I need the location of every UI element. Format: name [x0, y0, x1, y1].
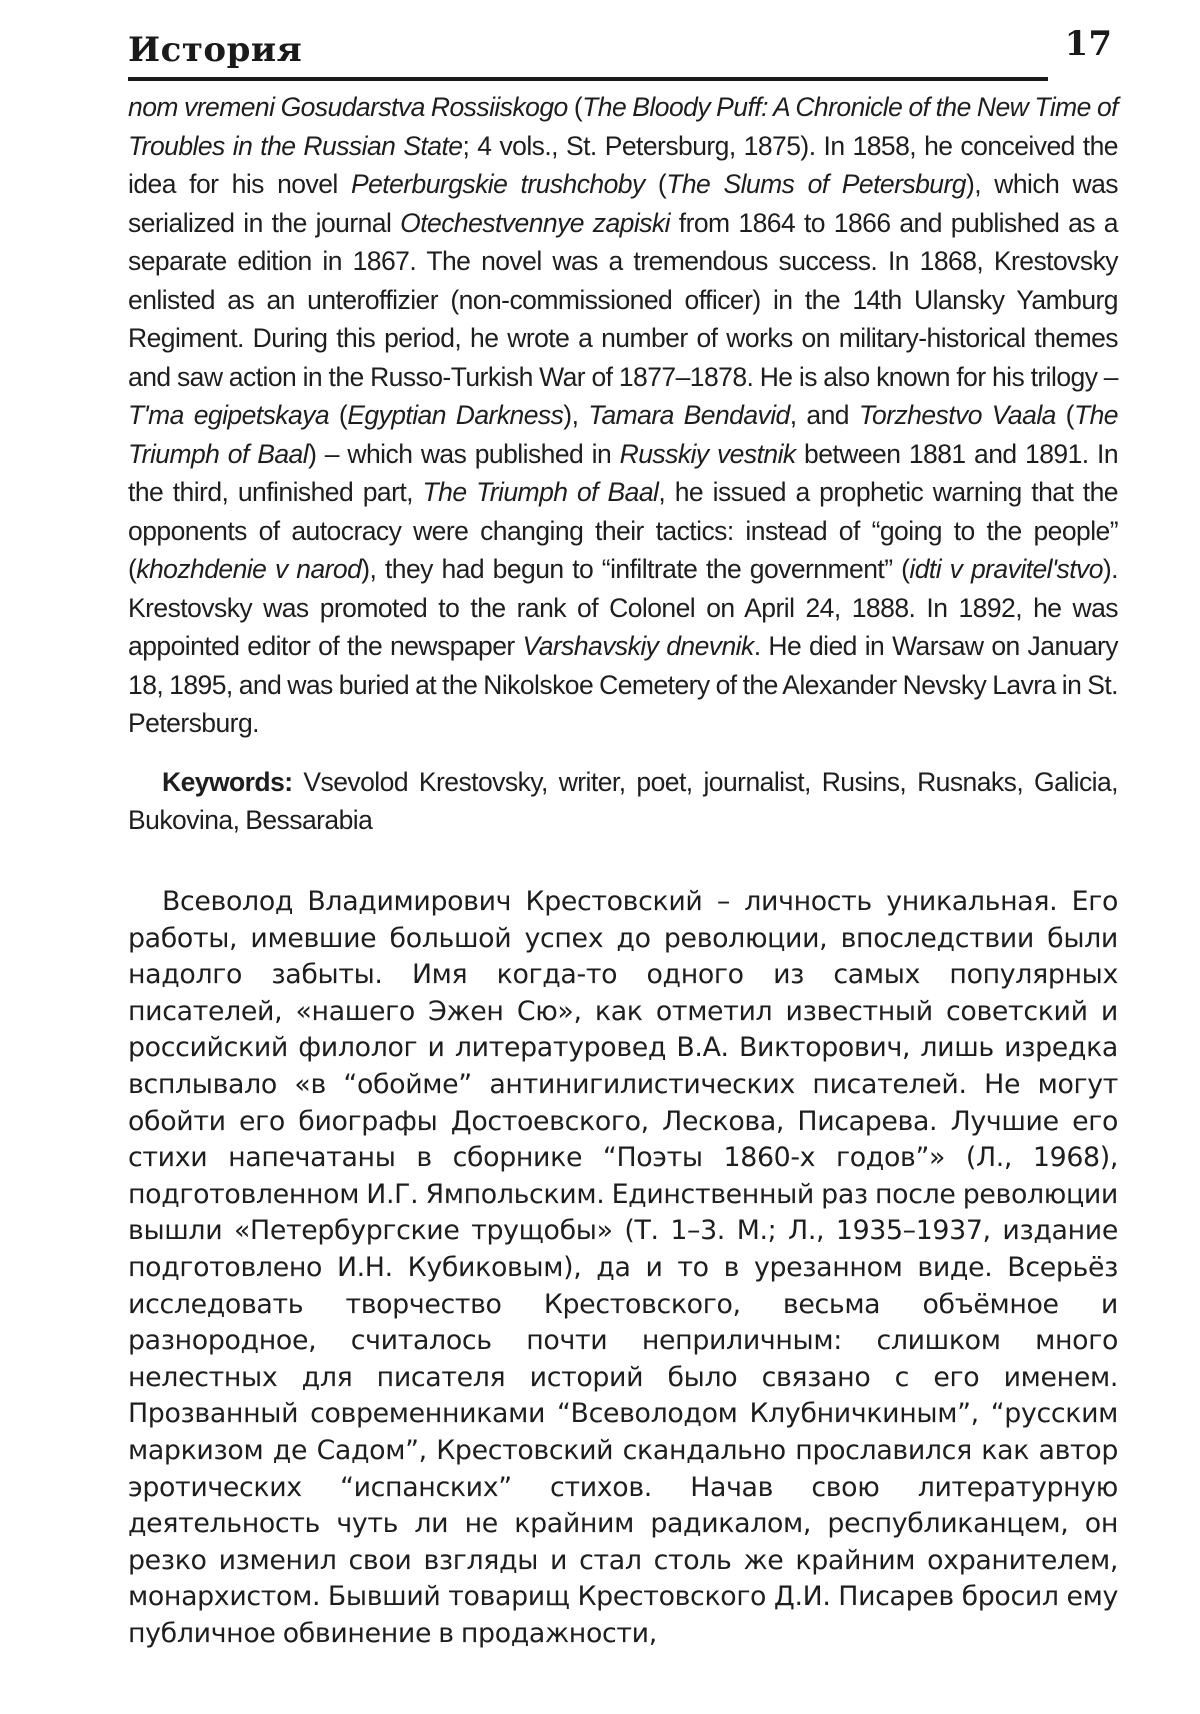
abstract-text-run: from 1864 to 1866 and published as a separate edition in 1867. The novel was a tremendous success. In 1868, Krestovsky enlisted as an unteroffizier (non-commissioned officer) in the 14th Ulansky Yamburg Regiment. During this period, he wrote a number of works on military-historical themes and saw action in the Russo-Turkish War of 1877–1878. He is also known for his trilogy – [128, 207, 1118, 392]
abstract-italic-run: idti v pravitel'stvo [909, 554, 1103, 584]
page-number: 17 [1064, 24, 1112, 64]
keywords-paragraph [128, 763, 1118, 840]
abstract-italic-run: Egyptian Darkness [347, 400, 564, 430]
running-header [128, 22, 1118, 82]
abstract-text-run: ). Krestovsky was promoted to the rank of Colonel on April 24, 1888. In 1892, he was appointed editor of the newspaper [128, 554, 1118, 661]
abstract-text-run: ), which was serialized in the journal [128, 169, 1118, 238]
abstract-text-run: ( [1055, 400, 1074, 430]
abstract-paragraph [128, 88, 1118, 743]
english-abstract [128, 88, 1118, 840]
abstract-italic-run: Torzhestvo Vaala [858, 400, 1056, 430]
abstract-italic-run: The Slums of Petersburg [666, 169, 966, 199]
section-title: История [128, 30, 303, 70]
abstract-italic-run: The Triumph of Baal [128, 400, 1118, 469]
abstract-italic-run: Peterburgskie trushchoby [350, 169, 645, 199]
abstract-text-run: ( [567, 92, 583, 122]
keywords-label: Keywords: [162, 766, 293, 797]
abstract-italic-run: Tamara Bendavid [588, 400, 790, 430]
abstract-italic-run: Varshavskiy dnevnik [522, 631, 754, 661]
body-paragraph: Всеволод Владимирович Крестовский – личность уникальная. Его работы, имевшие большой успех до революции, впоследствии были надолго забыты. Имя когда-то одного из самых популярных писателей, «нашего Эжен Сю», как отметил известный советский и российский филолог и литературовед В.А. Викторович, лишь изредка всплывало «в “обойме” антинигилистических писателей. Не могут обойти его биографы Достоевского, Лескова, Писарева. Лучшие его стихи напечатаны в сборнике “Поэты 1860-х годов”» (Л., 1968), подготовленном И.Г. Ямпольским. Единственный раз после революции вышли «Петербургские трущобы» (Т. 1–3. М.; Л., 1935–1937, издание подготовлено И.Н. Кубиковым), да и то в урезанном виде. Всерьёз исследовать творчество Крестовского, весьма объёмное и разнородное, считалось почти неприличным: слишком много нелестных для писателя историй было связано с его именем. Прозванный современниками “Всеволодом Клубничкиным”, “русским маркизом де Садом”, Крестовский скандально прославился как автор эротических “испанских” стихов. Начав свою литературную деятельность чуть ли не крайним радикалом, республиканцем, он резко изменил свои взгляды и стал столь же крайним охранителем, монархистом. Бывший товарищ Крестовского Д.И. Писарев бросил ему публичное обвинение в продажности, [128, 886, 1118, 1649]
abstract-italic-run: Russkiy vestnik [619, 438, 796, 469]
article-body [128, 884, 1118, 1652]
abstract-text-run: ), they had begun to “infiltrate the government” ( [361, 554, 910, 584]
abstract-italic-run: The Bloody Puff: A Chronicle of the New Time of Troubles in the Russian State [128, 92, 1118, 161]
abstract-italic-run: T'ma egipetskaya [128, 400, 330, 430]
abstract-text-run: , and [789, 400, 859, 430]
abstract-text-run: between 1881 and 1891. In the third, unfinished part, [128, 438, 1119, 507]
abstract-italic-run: The Triumph of Baal [422, 477, 659, 507]
abstract-text-run: ) – which was published in [308, 438, 620, 469]
abstract-text-run: . He died in Warsaw on January 18, 1895, and was buried at the Nikolskoe Cemetery of the Alexander Nevsky Lavra in St. Petersburg. [128, 631, 1118, 738]
keywords-list: Vsevolod Krestovsky, writer, poet, journalist, Rusins, Rusnaks, Galicia, Bukovina, Bessarabia [128, 766, 1118, 835]
abstract-text-run: ( [644, 169, 667, 199]
abstract-text-run: ( [329, 400, 348, 430]
abstract-text-run: ), [563, 400, 589, 430]
abstract-text-run: ; 4 vols., St. Petersburg, 1875). In 1858, he conceived the idea for his novel [128, 130, 1118, 199]
abstract-italic-run: khozhdenie v narod [136, 554, 362, 584]
abstract-text-run: , he issued a prophetic warning that the opponents of autocracy were changing their tactics: instead of “going to the people” ( [128, 477, 1118, 584]
abstract-italic-run: Otechestvennye zapiski [400, 207, 670, 238]
abstract-italic-run: nom vremeni Gosudarstva Rossiiskogo [128, 92, 568, 122]
header-rule [128, 77, 1048, 81]
